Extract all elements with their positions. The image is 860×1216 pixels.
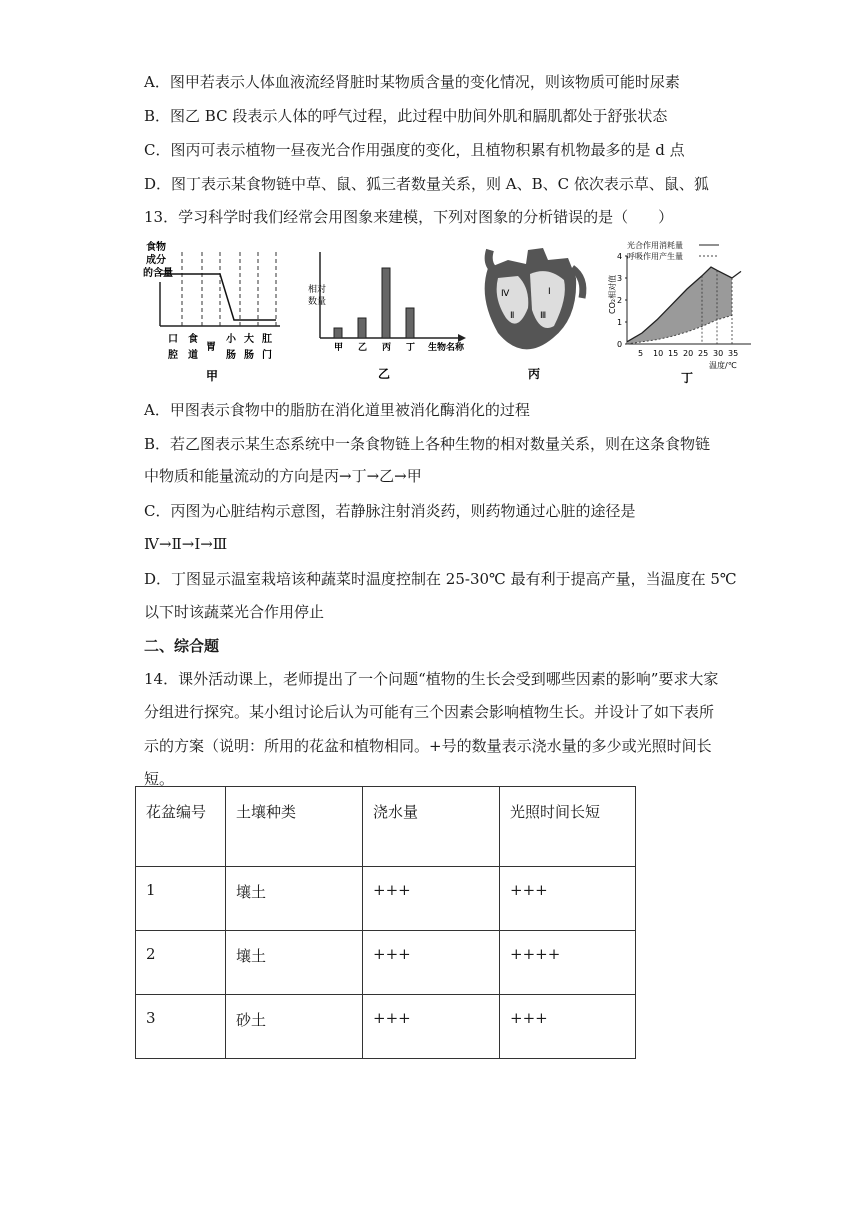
yi-category-label: 甲	[334, 343, 344, 353]
ding-xtick-label: 25	[698, 349, 709, 358]
table-header-cell: 浇水量	[363, 787, 500, 867]
jia-organ-6-b: 门	[262, 350, 272, 361]
ding-xtick-label: 10	[653, 349, 664, 358]
jia-caption: 甲	[206, 369, 219, 383]
ding-caption: 丁	[681, 371, 694, 385]
figure-jia	[140, 238, 290, 388]
table-cell: ++++	[500, 931, 636, 995]
table-header-row	[136, 787, 636, 867]
yi-bar	[358, 318, 366, 338]
ding-xtick-label: 5	[638, 349, 644, 358]
bing-chamber-iii: Ⅲ	[540, 311, 547, 321]
q13-option-d-line1: D．丁图显示温室栽培该种蔬菜时温度控制在 25-30℃ 最有利于提高产量，当温度在 5℃	[144, 570, 737, 588]
table-header-cell: 光照时间长短	[500, 787, 636, 867]
figure-ding	[605, 238, 760, 388]
jia-organ-1-a: 口	[168, 334, 178, 345]
q12-option-d: D．图丁表示某食物链中草、鼠、狐三者数量关系，则 A、B、C 依次表示草、鼠、狐	[144, 175, 709, 193]
q12-option-a: A．图甲若表示人体血液流经肾脏时某物质含量的变化情况，则该物质可能时尿素	[144, 73, 680, 91]
yi-ylabel-1: 相对	[308, 285, 327, 295]
yi-category-label: 乙	[358, 343, 368, 353]
ding-xtick-label: 20	[683, 349, 694, 358]
table-header-cell: 土壤种类	[226, 787, 363, 867]
yi-category-label: 丙	[382, 343, 392, 353]
table-cell: 壤土	[226, 931, 363, 995]
figure-bing	[468, 238, 598, 388]
q14-line-4: 短。	[144, 770, 175, 788]
ding-ytick-label: 2	[617, 296, 623, 305]
jia-organ-5-a: 大	[244, 334, 254, 345]
table-cell: 3	[136, 995, 226, 1059]
jia-organ-2-b: 道	[188, 350, 198, 361]
ding-xtick-label: 15	[668, 349, 679, 358]
q13-option-c-line2: Ⅳ→Ⅱ→Ⅰ→Ⅲ	[144, 535, 228, 553]
yi-ylabel-2: 数量	[308, 297, 327, 307]
q13-option-c-line1: C．丙图为心脏结构示意图，若静脉注射消炎药，则药物通过心脏的途径是	[144, 502, 636, 520]
jia-organ-3: 胃	[206, 342, 216, 353]
table-cell: 2	[136, 931, 226, 995]
table-cell: 1	[136, 867, 226, 931]
figure-yi	[300, 238, 470, 388]
table-cell: +++	[363, 931, 500, 995]
jia-organ-2-a: 食	[188, 334, 198, 345]
yi-bar	[334, 328, 342, 338]
yi-xlabel: 生物名称	[428, 343, 465, 353]
jia-ylabel-3: 的含量	[143, 268, 173, 279]
q13-option-a: A．甲图表示食物中的脂肪在消化道里被消化酶消化的过程	[144, 401, 530, 419]
table-row	[136, 931, 636, 995]
table-cell: 壤土	[226, 867, 363, 931]
table-row	[136, 867, 636, 931]
table-row	[136, 995, 636, 1059]
bing-chamber-iv: Ⅳ	[501, 289, 510, 299]
ding-ytick-label: 3	[617, 274, 623, 283]
q13-stem: 13．学习科学时我们经常会用图象来建模，下列对图象的分析错误的是（ ）	[144, 208, 674, 226]
q12-option-b: B．图乙 BC 段表示人体的呼气过程，此过程中肋间外肌和膈肌都处于舒张状态	[144, 107, 668, 125]
bing-chamber-i: Ⅰ	[548, 287, 551, 297]
ding-legend-2: 呼吸作用产生量	[627, 252, 683, 261]
ding-legend-1: 光合作用消耗量	[627, 241, 683, 250]
experiment-table	[135, 786, 636, 1059]
ding-ytick-label: 1	[617, 318, 623, 327]
jia-organ-4-b: 肠	[226, 350, 236, 361]
yi-category-label: 丁	[406, 343, 416, 353]
yi-caption: 乙	[378, 367, 391, 381]
ding-ytick-label: 0	[617, 340, 623, 349]
q13-option-b-line2: 中物质和能量流动的方向是丙→丁→乙→甲	[144, 467, 422, 485]
table-header-cell: 花盆编号	[136, 787, 226, 867]
jia-ylabel-1: 食物	[146, 242, 166, 253]
q14-line-3: 示的方案（说明：所用的花盆和植物相同。+号的数量表示浇水量的多少或光照时间长	[144, 737, 712, 755]
ding-xtick-label: 35	[728, 349, 739, 358]
yi-bar	[382, 268, 390, 338]
q14-line-2: 分组进行探究。某小组讨论后认为可能有三个因素会影响植物生长。并设计了如下表所	[144, 703, 715, 721]
jia-organ-6-a: 肛	[262, 334, 272, 345]
jia-organ-5-b: 肠	[244, 350, 254, 361]
jia-organ-4-a: 小	[226, 334, 236, 345]
table-cell: +++	[363, 995, 500, 1059]
q13-option-d-line2: 以下时该蔬菜光合作用停止	[144, 603, 325, 621]
q14-line-1: 14．课外活动课上，老师提出了一个问题“植物的生长会受到哪些因素的影响”要求大家	[144, 670, 719, 688]
table-cell: +++	[500, 995, 636, 1059]
jia-organ-1-b: 腔	[168, 350, 178, 361]
bing-chamber-ii: Ⅱ	[510, 311, 515, 321]
section-heading: 二、综合题	[144, 637, 220, 655]
jia-ylabel-2: 成分	[146, 255, 166, 266]
ding-xtick-label: 30	[713, 349, 724, 358]
table-cell: +++	[363, 867, 500, 931]
table-cell: 砂土	[226, 995, 363, 1059]
bing-caption: 丙	[528, 367, 541, 381]
q13-option-b-line1: B．若乙图表示某生态系统中一条食物链上各种生物的相对数量关系，则在这条食物链	[144, 435, 711, 453]
q12-option-c: C．图丙可表示植物一昼夜光合作用强度的变化，且植物积累有机物最多的是 d 点	[144, 141, 685, 159]
ding-ylabel: CO₂相对值	[608, 274, 617, 314]
table-cell: +++	[500, 867, 636, 931]
ding-xlabel: 温度/℃	[709, 361, 737, 370]
yi-bar	[406, 308, 414, 338]
ding-ytick-label: 4	[617, 252, 623, 261]
